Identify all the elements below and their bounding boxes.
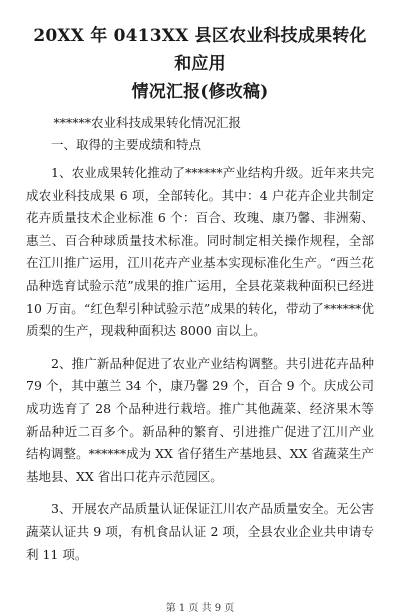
paragraph-3: 3、开展农产品质量认证保证江川农产品质量安全。无公害蔬菜认证共 9 项，有机食品认证 2 项，全县农业企业共申请专利 11 项。	[26, 501, 374, 562]
page-footer: 第 1 页 共 9 页	[165, 603, 235, 614]
document-title	[26, 22, 374, 106]
paragraph-2: 2、推广新品种促进了农业产业结构调整。共引进花卉品种 79 个，其中蕙兰 34 个，康乃馨 29 个，百合 9 个。庆成公司成功选育了 28 个品种进行栽培。推广其他蔬菜、经济果木等新品种近二百多个。新品种的繁育、引进推广促进了江川产业结构调整。******成为 XX 省仔猪生产基地县、XX 省蔬菜生产基地县、XX 省出口花卉示范园区。	[26, 355, 374, 484]
paragraph-1: 1、农业成果转化推动了******产业结构升级。近年来共完成农业科技成果 6 项，全部转化。其中：4 户花卉企业共制定花卉质量技术企业标准 6 个：百合、玫瑰、康乃馨、非洲菊、惠兰、百合种球质量技术标准。同时制定相关操作规程，全部在江川推广运用，江川花卉产业基本实现标准化生产。“西兰花品种选育试验示范”成果的推广运用，全县花菜栽种面积已经进 10 万亩。“红色犁引种试验示范”成果的转化，带动了******优质梨的生产，现栽种面积达 8000 亩以上。	[26, 165, 374, 339]
title-line-1: 20XX 年 0413XX 县区农业科技成果转化和应用	[33, 26, 367, 74]
report-subtitle: ******农业科技成果转化情况汇报	[53, 115, 242, 130]
section-heading: 一、取得的主要成绩和特点	[51, 137, 202, 152]
title-line-2: 情况汇报(修改稿)	[131, 82, 269, 102]
